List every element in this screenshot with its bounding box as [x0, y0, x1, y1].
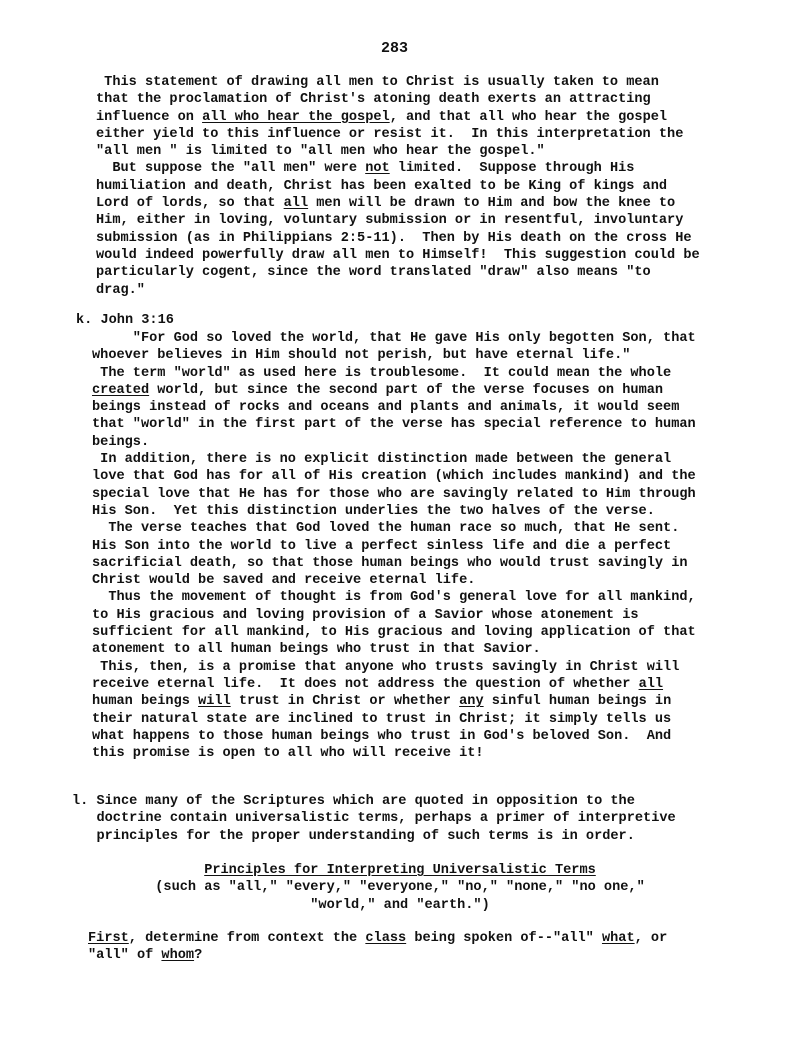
principles-heading	[80, 862, 720, 914]
text-run: either yield to this influence or resist it. In this interpretation the	[96, 126, 684, 142]
text-line	[96, 264, 700, 281]
text-line	[72, 793, 676, 810]
text-run: Him, either in loving, voluntary submission or in resentful, involuntary	[96, 213, 684, 229]
text-run: His Son into the world to live a perfect sinless life and die a perfect	[92, 538, 672, 554]
underlined-text: not	[365, 161, 390, 177]
principles-subtitle-line-2: "world," and "earth.")	[310, 897, 490, 913]
text-run: to His gracious and loving provision of a Savior whose atonement is	[92, 607, 639, 623]
text-run: doctrine contain universalistic terms, perhaps a primer of interpretive	[72, 811, 676, 827]
text-line	[88, 930, 667, 947]
text-line	[92, 745, 696, 762]
text-line	[92, 365, 696, 382]
text-line	[92, 728, 696, 745]
text-line	[92, 503, 696, 520]
text-run: , determine from context the	[128, 931, 366, 946]
text-run: But suppose the "all men" were	[96, 161, 366, 177]
text-run: sinful human beings in	[483, 694, 672, 710]
text-run: sufficient for all mankind, to His gracious and loving application of that	[92, 625, 696, 641]
underlined-text: First	[88, 931, 129, 946]
text-line	[92, 382, 696, 399]
text-line	[92, 538, 696, 555]
text-line	[92, 399, 696, 416]
underlined-text: will	[198, 694, 231, 710]
text-line	[96, 247, 700, 264]
first-rule-paragraph	[88, 930, 667, 965]
text-line	[96, 160, 700, 177]
text-line	[72, 810, 676, 827]
text-line	[92, 330, 696, 347]
section-k-heading: k. John 3:16	[76, 313, 174, 328]
text-line	[92, 693, 696, 710]
text-line	[92, 711, 696, 728]
text-run: principles for the proper understanding of such terms is in order.	[72, 828, 635, 844]
text-line	[92, 468, 696, 485]
text-run: ?	[194, 948, 203, 964]
text-line	[96, 195, 700, 212]
text-run: influence on	[96, 109, 203, 125]
text-line	[92, 589, 696, 606]
text-run: special love that He has for those who are savingly related to Him through	[92, 486, 696, 502]
text-run: His Son. Yet this distinction underlies the two halves of the verse.	[92, 503, 655, 519]
text-run: Thus the movement of thought is from God's general love for all mankind,	[92, 590, 696, 606]
text-line	[96, 178, 700, 195]
text-run: that the proclamation of Christ's atoning death exerts an attracting	[96, 92, 651, 108]
text-line	[92, 572, 696, 589]
text-run: beings.	[92, 434, 150, 450]
text-line	[72, 828, 676, 845]
text-line	[92, 520, 696, 537]
principles-subtitle-line-1: (such as "all," "every," "everyone," "no," "none," "no one,"	[155, 880, 645, 896]
text-line	[92, 416, 696, 433]
text-line	[92, 486, 696, 503]
text-line	[92, 624, 696, 641]
underlined-text: whom	[161, 948, 195, 964]
text-run: , or	[634, 931, 668, 946]
text-line	[88, 947, 667, 964]
text-line	[92, 434, 696, 451]
text-line	[92, 607, 696, 624]
text-line	[92, 641, 696, 658]
text-run: This statement of drawing all men to Christ is usually taken to mean	[96, 75, 659, 90]
text-run: drag."	[96, 282, 145, 298]
text-line	[96, 212, 700, 229]
text-run: "all" of	[88, 948, 162, 964]
text-run: , and that all who hear the gospel	[389, 109, 668, 125]
underlined-text: all	[283, 196, 309, 212]
text-line	[96, 109, 700, 126]
text-run: Lord of lords, so that	[96, 196, 284, 212]
text-run: would indeed powerfully draw all men to Himself! This suggestion could be	[96, 247, 700, 263]
text-run: love that God has for all of His creation (which includes mankind) and the	[92, 469, 696, 485]
text-line	[96, 126, 700, 143]
section-l-paragraph	[72, 793, 676, 845]
text-run: humiliation and death, Christ has been exalted to be King of kings and	[96, 178, 668, 194]
underlined-text: created	[92, 382, 150, 398]
text-line	[92, 347, 696, 364]
underlined-text: class	[365, 931, 407, 946]
text-line	[96, 91, 700, 108]
text-run: men will be drawn to Him and bow the knee to	[308, 196, 676, 212]
text-run: receive eternal life. It does not address the question of whether	[92, 676, 639, 692]
principles-title: Principles for Interpreting Universalistic Terms	[204, 863, 596, 878]
underlined-text: any	[459, 694, 484, 710]
text-run: world, but since the second part of the verse focuses on human	[149, 382, 664, 398]
page-number: 283	[381, 40, 409, 57]
text-run: sacrificial death, so that those human beings who would trust savingly in	[92, 555, 688, 571]
text-run: The verse teaches that God loved the human race so much, that He sent.	[92, 521, 680, 537]
text-run: "all men " is limited to "all men who hear the gospel."	[96, 144, 545, 160]
text-line	[96, 143, 700, 160]
underlined-text: what	[601, 931, 635, 946]
underlined-text: all	[638, 676, 664, 692]
text-run: The term "world" as used here is troublesome. It could mean the whole	[92, 365, 672, 381]
text-run: whoever believes in Him should not perish, but have eternal life."	[92, 348, 631, 364]
text-line	[92, 451, 696, 468]
text-run: their natural state are inclined to trust in Christ; it simply tells us	[92, 711, 672, 727]
section-k-paragraphs	[92, 330, 696, 762]
text-run: l. Since many of the Scriptures which are quoted in opposition to the	[72, 794, 635, 809]
text-line	[92, 659, 696, 676]
underlined-text: all who hear the gospel	[202, 109, 390, 125]
text-run: trust in Christ or whether	[230, 694, 460, 710]
text-run: that "world" in the first part of the verse has special reference to human	[92, 417, 696, 433]
text-run: what happens to those human beings who trust in God's beloved Son. And	[92, 728, 672, 744]
text-line	[96, 282, 700, 299]
text-run: atonement to all human beings who trust in that Savior.	[92, 642, 541, 658]
text-run: This, then, is a promise that anyone who trusts savingly in Christ will	[92, 659, 680, 675]
text-line	[92, 676, 696, 693]
text-run: human beings	[92, 694, 199, 710]
text-line	[92, 555, 696, 572]
text-run: In addition, there is no explicit distinction made between the general	[92, 452, 672, 468]
text-run: this promise is open to all who will receive it!	[92, 746, 484, 762]
text-run: limited. Suppose through His	[389, 161, 635, 177]
text-run: beings instead of rocks and oceans and plants and animals, it would seem	[92, 400, 680, 416]
text-line	[96, 230, 700, 247]
text-run: Christ would be saved and receive eternal life.	[92, 573, 476, 589]
text-run: being spoken of--"all"	[406, 931, 602, 946]
text-run: "For God so loved the world, that He gave His only begotten Son, that	[92, 331, 696, 346]
text-run: submission (as in Philippians 2:5-11). Then by His death on the cross He	[96, 230, 692, 246]
text-line	[96, 74, 700, 91]
text-run: particularly cogent, since the word translated "draw" also means "to	[96, 265, 651, 281]
section-j-paragraphs	[96, 74, 700, 299]
